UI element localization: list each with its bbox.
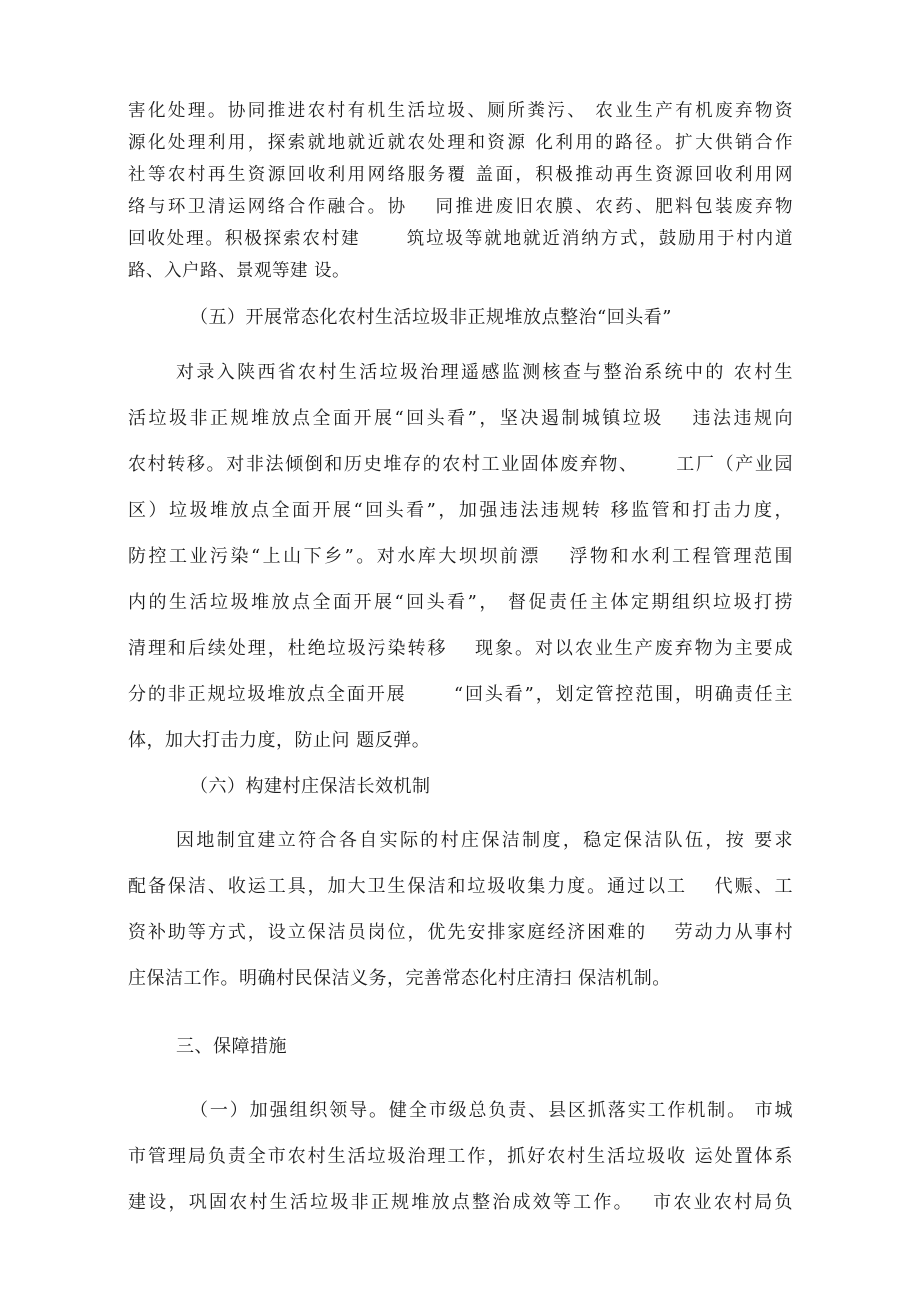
paragraph-line: 对录入陕西省农村生活垃圾治理遥感监测核查与整治系统中的 农村生 <box>176 362 793 383</box>
paragraph-line: 分的非正规垃圾堆放点全面开展 “回头看”，划定管控范围，明确责任主 <box>128 684 793 705</box>
paragraph-line: 体，加大打击力度，防止问 题反弹。 <box>128 730 431 751</box>
paragraph-line: 市管理局负责全市农村生活垃圾治理工作，抓好农村生活垃圾收 运处置体系 <box>128 1146 793 1167</box>
paragraph-line: 因地制宜建立符合各自实际的村庄保洁制度，稳定保洁队伍，按 要求 <box>176 830 793 851</box>
paragraph-line: 建设，巩固农村生活垃圾非正规堆放点整治成效等工作。 市农业农村局负 <box>128 1192 793 1213</box>
paragraph-line: 防控工业污染“上山下乡”。对水库大坝坝前漂 浮物和水利工程管理范围 <box>128 546 793 567</box>
paragraph-line: 源化处理利用，探索就地就近就农处理和资源 化利用的路径。扩大供销合作 <box>128 133 793 153</box>
paragraph-line: 害化处理。协同推进农村有机生活垃圾、厕所粪污、 农业生产有机废弃物资 <box>128 101 793 121</box>
paragraph-line: 络与环卫清运网络合作融合。协 同推进废旧农膜、农药、肥料包装废弃物 <box>128 197 793 217</box>
section-heading: （五）开展常态化农村生活垃圾非正规堆放点整治“回头看” <box>190 307 672 328</box>
paragraph-line: 清理和后续处理，杜绝垃圾污染转移 现象。对以农业生产废弃物为主要成 <box>128 638 793 659</box>
paragraph-line: 农村转移。对非法倾倒和历史堆存的农村工业固体废弃物、 工厂（产业园 <box>128 454 793 475</box>
paragraph-line: 配备保洁、收运工具，加大卫生保洁和垃圾收集力度。通过以工 代赈、工 <box>128 876 793 897</box>
paragraph-line: 内的生活垃圾堆放点全面开展“回头看”， 督促责任主体定期组织垃圾打捞 <box>128 592 793 613</box>
paragraph-line: 活垃圾非正规堆放点全面开展“回头看”，坚决遏制城镇垃圾 违法违规向 <box>128 408 793 429</box>
section-heading: （六）构建村庄保洁长效机制 <box>190 776 431 797</box>
paragraph-line: 回收处理。积极探索农村建 筑垃圾等就地就近消纳方式，鼓励用于村内道 <box>128 229 793 249</box>
paragraph-line: 区）垃圾堆放点全面开展“回头看”，加强违法违规转 移监管和打击力度， <box>128 500 793 521</box>
paragraph-line: 庄保洁工作。明确村民保洁义务，完善常态化村庄清扫 保洁机制。 <box>128 968 671 989</box>
paragraph-line: 社等农村再生资源回收利用网络服务覆 盖面，积极推动再生资源回收利用网 <box>128 165 793 185</box>
paragraph-line: （一）加强组织领导。健全市级总负责、县区抓落实工作机制。 市城 <box>190 1100 793 1121</box>
paragraph-line: 路、入户路、景观等建 设。 <box>128 261 351 281</box>
paragraph-line: 资补助等方式，设立保洁员岗位，优先安排家庭经济困难的 劳动力从事村 <box>128 922 793 943</box>
section-title: 三、保障措施 <box>176 1036 287 1057</box>
